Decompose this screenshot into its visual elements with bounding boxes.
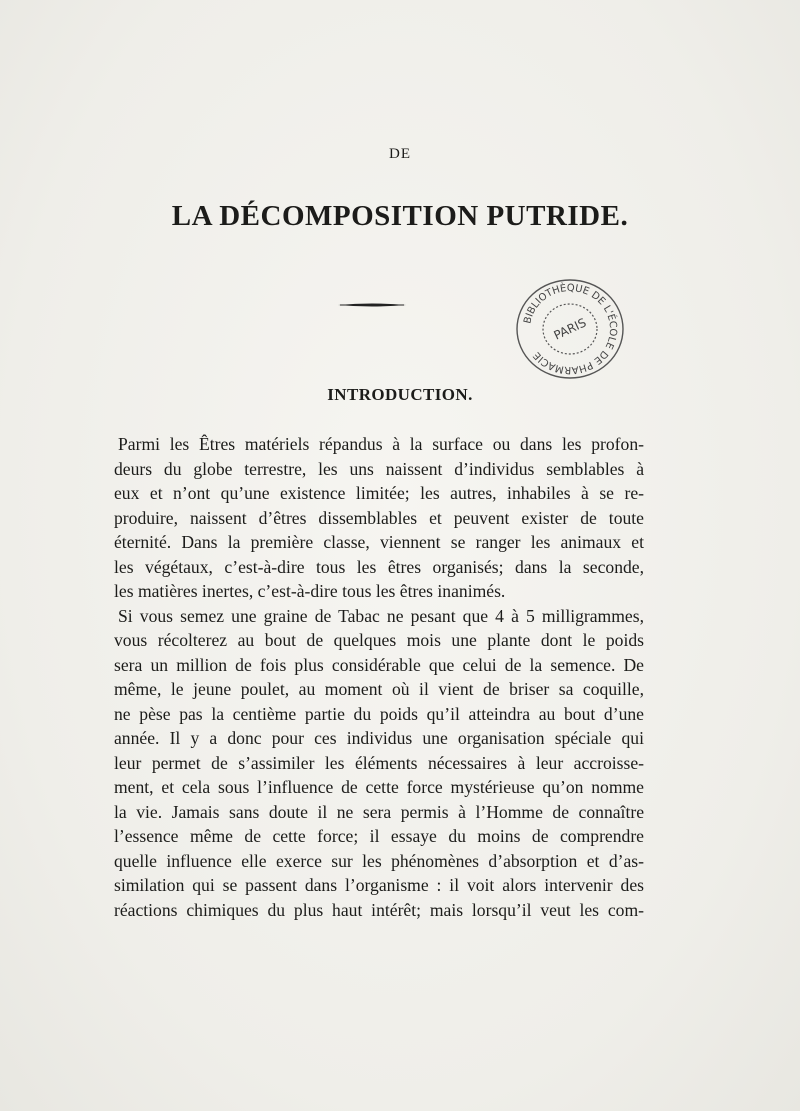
text-line: vous récolterez au bout de quelques mois une plante dont le poids [114, 630, 644, 650]
text-line: les matières inertes, c’est-à-dire tous les êtres inanimés. [114, 581, 506, 601]
text-line: la vie. Jamais sans doute il ne sera permis à l’Homme de connaître [114, 801, 644, 822]
paragraph-2 [114, 604, 644, 923]
text-line: produire, naissent d’êtres dissemblables et peuvent exister de toute [114, 507, 644, 528]
paragraph-1 [114, 432, 644, 604]
text-line: similation qui se passent dans l’organisme : il voit alors intervenir des [114, 875, 644, 895]
text-line: même, le jeune poulet, au moment où il vient de briser sa coquille, [114, 679, 644, 699]
text-line: ne pèse pas la centième partie du poids qu’il atteindra au bout d’une [114, 703, 644, 724]
ornamental-rule [338, 300, 406, 310]
page-title: LA DÉCOMPOSITION PUTRIDE. [171, 200, 629, 232]
text-line: leur permet de s’assimiler les éléments nécessaires à leur accroisse- [114, 752, 644, 773]
text-line: ment, et cela sous l’influence de cette force mystérieuse qu’on nomme [114, 777, 644, 797]
heading-de: DE [389, 146, 411, 162]
text-line: quelle influence elle exerce sur les phénomènes d’absorption et d’as- [114, 850, 644, 871]
text-line: réactions chimiques du plus haut intérêt; mais lorsqu’il veut les com- [114, 899, 644, 920]
text-line: Si vous semez une graine de Tabac ne pesant que 4 à 5 milligrammes, [118, 605, 644, 626]
library-stamp [513, 277, 627, 381]
body-text [114, 432, 644, 922]
text-line: l’essence même de cette force; il essaye du moins de comprendre [114, 826, 644, 846]
svg-text:BIBLIOTHÈQUE DE L'ÉCOLE DE PHA: BIBLIOTHÈQUE DE L'ÉCOLE DE PHARMACIE [522, 282, 619, 376]
text-line: deurs du globe terrestre, les uns naissent d’individus semblables à [114, 458, 644, 479]
text-line: année. Il y a donc pour ces individus une organisation spéciale qui [114, 728, 644, 748]
text-line: sera un million de fois plus considérable que celui de la semence. De [114, 654, 644, 675]
text-line: Parmi les Êtres matériels répandus à la surface ou dans les profon- [118, 434, 644, 454]
svg-text:PARIS: PARIS [551, 315, 589, 343]
text-line: éternité. Dans la première classe, viennent se ranger les animaux et [114, 532, 644, 552]
text-line: les végétaux, c’est-à-dire tous les êtres organisés; dans la seconde, [114, 556, 644, 577]
text-line: eux et n’ont qu’une existence limitée; les autres, inhabiles à se re- [114, 483, 644, 503]
section-heading: INTRODUCTION. [327, 385, 473, 404]
